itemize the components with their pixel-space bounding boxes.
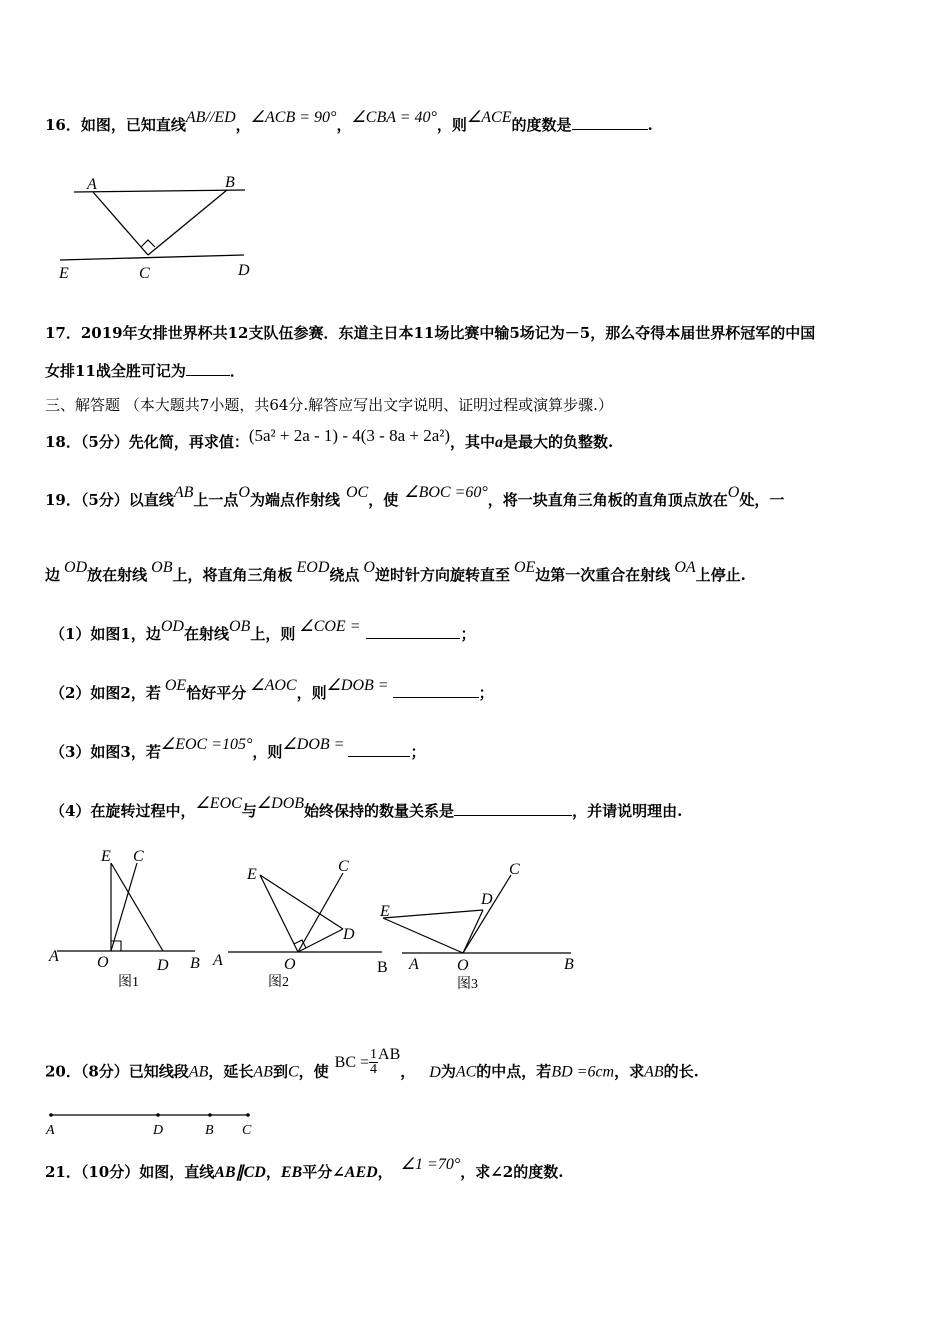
q19-l2-text6: 边第一次重合在射线 xyxy=(535,566,671,584)
q17-line1: 17．2019年女排世界杯共12支队伍参赛．东道主日本11场比赛中输5场记为－5，那么夺得本届世界杯冠军的中国 xyxy=(45,324,816,342)
q19-s4-text1: （4）在旋转过程中， xyxy=(50,802,196,820)
fig3-label-c: C xyxy=(509,861,520,878)
q18-text3: 是最大的负整数. xyxy=(503,433,614,451)
q19-l2-math-eod: EOD xyxy=(296,559,330,576)
q21-text1: （10分）如图，直线 xyxy=(80,1163,215,1181)
q21-text3: 平分∠ xyxy=(302,1163,345,1181)
fig2-label-c: C xyxy=(338,858,349,875)
q19-l2-math-o: O xyxy=(363,559,375,576)
q19-s1-text1: （1）如图1，边 xyxy=(50,625,161,643)
q16-label-a: A xyxy=(87,176,97,193)
q19-line1 xyxy=(45,484,785,511)
q19-text4: ，使 xyxy=(368,491,399,509)
fig1-label-e: E xyxy=(101,848,111,865)
q16-answer-blank[interactable] xyxy=(572,115,648,130)
q20-math-c: C xyxy=(287,1063,299,1081)
q19-math-o: O xyxy=(238,484,250,501)
q19-s3-math-angle-dob: ∠DOB = xyxy=(282,736,345,753)
q19-s2-text3: ，则 xyxy=(296,684,327,702)
q21-text2: ， xyxy=(265,1163,281,1181)
fig2-label-o: O xyxy=(284,956,296,973)
fig3-label-d: D xyxy=(481,891,493,908)
fig2-label-d: D xyxy=(343,926,355,943)
q19-s1-text3: 上，则 xyxy=(250,625,296,643)
q16-right-angle-mark xyxy=(141,240,155,247)
q19-math-o2: O xyxy=(727,484,740,501)
fig3-ray-oe xyxy=(383,918,463,953)
fig3-ray-od xyxy=(463,910,483,953)
q19-math-angle-boc: ∠BOC =60° xyxy=(404,484,488,501)
q20-number: 20． xyxy=(45,1062,81,1081)
q18-text2: ，其中 xyxy=(450,433,496,451)
q19-s1-math-angle-coe: ∠COE = xyxy=(299,618,361,635)
q19-s2-text1: （2）如图2，若 xyxy=(50,684,161,702)
q19-l2-text2: 放在射线 xyxy=(87,566,148,584)
q20-text3: 到 xyxy=(272,1062,288,1081)
q19-s4-text2: 与 xyxy=(241,802,257,820)
q20-fraction xyxy=(369,1048,378,1077)
q19-l2-text3: 上，将直角三角板 xyxy=(172,566,293,584)
fig1-label-c: C xyxy=(133,848,144,865)
fig2-label-e: E xyxy=(247,866,257,883)
q21-text4: ， xyxy=(377,1163,393,1181)
fig3-label-o: O xyxy=(457,957,469,974)
fig2-label-a: A xyxy=(213,952,223,969)
fig1-label-o: O xyxy=(97,954,109,971)
q18-line xyxy=(45,426,614,453)
q19-s4-answer-blank[interactable] xyxy=(454,801,572,816)
q20-math-bd: BD =6cm xyxy=(551,1063,615,1081)
q19-figure-1 xyxy=(45,845,215,995)
q19-line2 xyxy=(45,559,746,586)
q19-s4-end: ，并请说明理由. xyxy=(572,802,683,820)
fig2-segment-ed xyxy=(260,875,343,929)
q20-label-b: B xyxy=(205,1123,214,1138)
fig3-caption: 图3 xyxy=(457,977,478,992)
q16-line xyxy=(45,109,653,136)
q19-s1-math-ob: OB xyxy=(229,618,251,635)
q17-text: 女排11战全胜可记为 xyxy=(45,362,186,380)
fig3-label-b: B xyxy=(564,956,574,973)
q20-point-c xyxy=(246,1113,250,1117)
q19-l2-math-oe: OE xyxy=(513,559,536,576)
q20-point-a xyxy=(49,1113,53,1117)
q21-number: 21． xyxy=(45,1163,81,1181)
q19-s1-math-od: OD xyxy=(160,618,184,635)
q18-number: 18． xyxy=(45,433,81,451)
q16-math-parallel: AB//ED xyxy=(185,109,236,126)
q16-text2: 的度数是 xyxy=(511,116,572,134)
q19-s3-end: ； xyxy=(410,743,426,761)
q20-text9: 的长. xyxy=(663,1062,699,1081)
q20-math-ab2: AB xyxy=(253,1063,273,1081)
q16-label-c: C xyxy=(139,265,150,282)
q19-sub2 xyxy=(50,677,494,704)
q20-point-b xyxy=(208,1113,212,1117)
fig1-label-a: A xyxy=(49,948,59,965)
q16-math-angle-ace: ∠ACE xyxy=(466,109,512,126)
fig3-label-a: A xyxy=(409,956,419,973)
q19-math-ab: AB xyxy=(173,484,194,501)
q19-sub4 xyxy=(50,795,683,822)
q19-figure-2 xyxy=(210,855,395,995)
q16-sep: ， xyxy=(235,116,251,134)
fig2-ray-oe xyxy=(260,875,298,952)
q19-l2-text5: 逆时针方向旋转直至 xyxy=(374,566,510,584)
q20-formula-lhs: BC = xyxy=(334,1053,370,1071)
fig2-caption: 图2 xyxy=(268,975,289,990)
q17-end: ． xyxy=(229,362,245,380)
q19-math-oc: OC xyxy=(345,484,369,501)
q19-number: 19． xyxy=(45,491,81,509)
q19-l2-math-oa: OA xyxy=(674,559,696,576)
q20-formula-rhs: AB xyxy=(378,1045,401,1063)
q18-text: （5分）先化简，再求值： xyxy=(80,433,249,451)
q20-line xyxy=(45,1045,699,1087)
q20-text7: 的中点，若 xyxy=(476,1062,552,1081)
q20-math-ac: AC xyxy=(455,1063,477,1081)
q20-math-d: D xyxy=(429,1063,441,1081)
q19-l2-text1: 边 xyxy=(45,566,61,584)
q19-l2-math-od: OD xyxy=(64,559,88,576)
q19-text6: 处，一 xyxy=(739,491,785,509)
q17-line2 xyxy=(45,361,245,381)
fig2-label-b: B xyxy=(377,959,388,976)
q16-math-angle-cba: ∠CBA = 40° xyxy=(351,109,437,126)
fig1-segment-ed xyxy=(111,863,163,951)
q19-s4-math-angle-eoc: ∠EOC xyxy=(195,795,242,812)
q20-text2: ，延长 xyxy=(208,1062,254,1081)
q19-figure-3 xyxy=(375,855,580,995)
q21-text5: ，求∠2的度数. xyxy=(460,1163,564,1181)
q16-label-b: B xyxy=(225,174,235,191)
q20-text8: ，求 xyxy=(614,1062,645,1081)
fig1-label-d: D xyxy=(157,957,169,974)
q16-figure xyxy=(55,165,255,285)
q19-l2-text7: 上停止. xyxy=(695,566,746,584)
q16-segment-cb xyxy=(148,190,227,255)
q17-answer-blank[interactable] xyxy=(186,361,230,376)
q19-s3-text1: （3）如图3，若 xyxy=(50,743,161,761)
q18-var-a: a xyxy=(495,434,504,451)
q21-math-angle-1: ∠1 =70° xyxy=(400,1156,461,1173)
q16-sep3: ，则 xyxy=(436,116,467,134)
section-3-heading: 三、解答题 （本大题共7小题，共64分.解答应写出文字说明、证明过程或演算步骤.） xyxy=(45,396,613,414)
q20-fraction-numerator: 1 xyxy=(370,1047,378,1062)
q21-math-aed: AED xyxy=(344,1164,378,1181)
q19-s2-math-angle-dob: ∠DOB = xyxy=(326,677,389,694)
q19-s2-text2: 恰好平分 xyxy=(186,684,247,702)
q16-end: . xyxy=(647,116,653,134)
q19-s3-text2: ，则 xyxy=(252,743,283,761)
q21-math-eb: EB xyxy=(280,1164,303,1181)
fig1-ray-oc xyxy=(111,863,137,951)
fig3-label-e: E xyxy=(380,903,390,920)
q16-label-e: E xyxy=(59,265,69,282)
q19-s4-text3: 始终保持的数量关系是 xyxy=(304,802,455,820)
q21-math-ab-parallel-cd: AB∥CD xyxy=(214,1164,266,1181)
q19-l2-text4: 绕点 xyxy=(329,566,360,584)
q19-text1: （5分）以直线 xyxy=(80,491,174,509)
q19-s1-end: ； xyxy=(460,625,476,643)
q20-point-d xyxy=(156,1113,160,1117)
fig3-segment-ed xyxy=(383,910,483,918)
q20-fraction-denominator: 4 xyxy=(370,1062,378,1077)
q19-text3: 为端点作射线 xyxy=(249,491,340,509)
q19-text5: ，将一块直角三角板的直角顶点放在 xyxy=(487,491,728,509)
q19-s3-math-angle-eoc: ∠EOC =105° xyxy=(160,736,253,753)
q18-expression: (5a² + 2a - 1) - 4(3 - 8a + 2a²) xyxy=(248,426,451,445)
fig3-ray-oc xyxy=(463,875,511,953)
fig1-label-b: B xyxy=(190,955,200,972)
q20-text1: （8分）已知线段 xyxy=(80,1062,189,1081)
q20-math-ab3: AB xyxy=(644,1063,664,1081)
q19-s1-text2: 在射线 xyxy=(183,625,229,643)
q20-formula xyxy=(334,1045,401,1077)
q19-s2-answer-blank[interactable] xyxy=(393,683,479,698)
fig1-caption: 图1 xyxy=(118,975,139,990)
q19-s4-math-angle-dob: ∠DOB xyxy=(256,795,305,812)
q19-sub3 xyxy=(50,736,426,763)
q19-l2-math-ob: OB xyxy=(151,559,173,576)
q20-label-c: C xyxy=(242,1123,252,1138)
q21-line xyxy=(45,1156,564,1183)
q20-figure xyxy=(45,1105,265,1140)
q19-s2-end: ； xyxy=(478,684,494,702)
q19-sub1 xyxy=(50,618,476,645)
q19-s1-answer-blank[interactable] xyxy=(366,624,460,639)
q20-text4: ，使 xyxy=(298,1062,329,1081)
q16-line-ed xyxy=(60,255,244,260)
q20-math-ab: AB xyxy=(188,1063,209,1081)
q19-s2-math-oe: OE xyxy=(164,677,187,694)
q16-label-d: D xyxy=(238,262,250,279)
q20-label-a: A xyxy=(46,1123,55,1138)
q16-number: 16． xyxy=(45,116,81,134)
q20-label-d: D xyxy=(153,1123,164,1138)
q19-text2: 上一点 xyxy=(193,491,239,509)
q19-s2-math-angle-aoc: ∠AOC xyxy=(250,677,297,694)
q16-sep2: ， xyxy=(336,116,352,134)
q16-line-ab xyxy=(74,190,245,192)
q16-text: 如图，已知直线 xyxy=(80,116,186,134)
q16-math-angle-acb: ∠ACB = 90° xyxy=(250,109,337,126)
q19-s3-answer-blank[interactable] xyxy=(348,742,410,757)
q20-text6: 为 xyxy=(440,1062,456,1081)
q16-segment-ac xyxy=(93,192,148,255)
q20-text5: ， xyxy=(400,1062,416,1081)
